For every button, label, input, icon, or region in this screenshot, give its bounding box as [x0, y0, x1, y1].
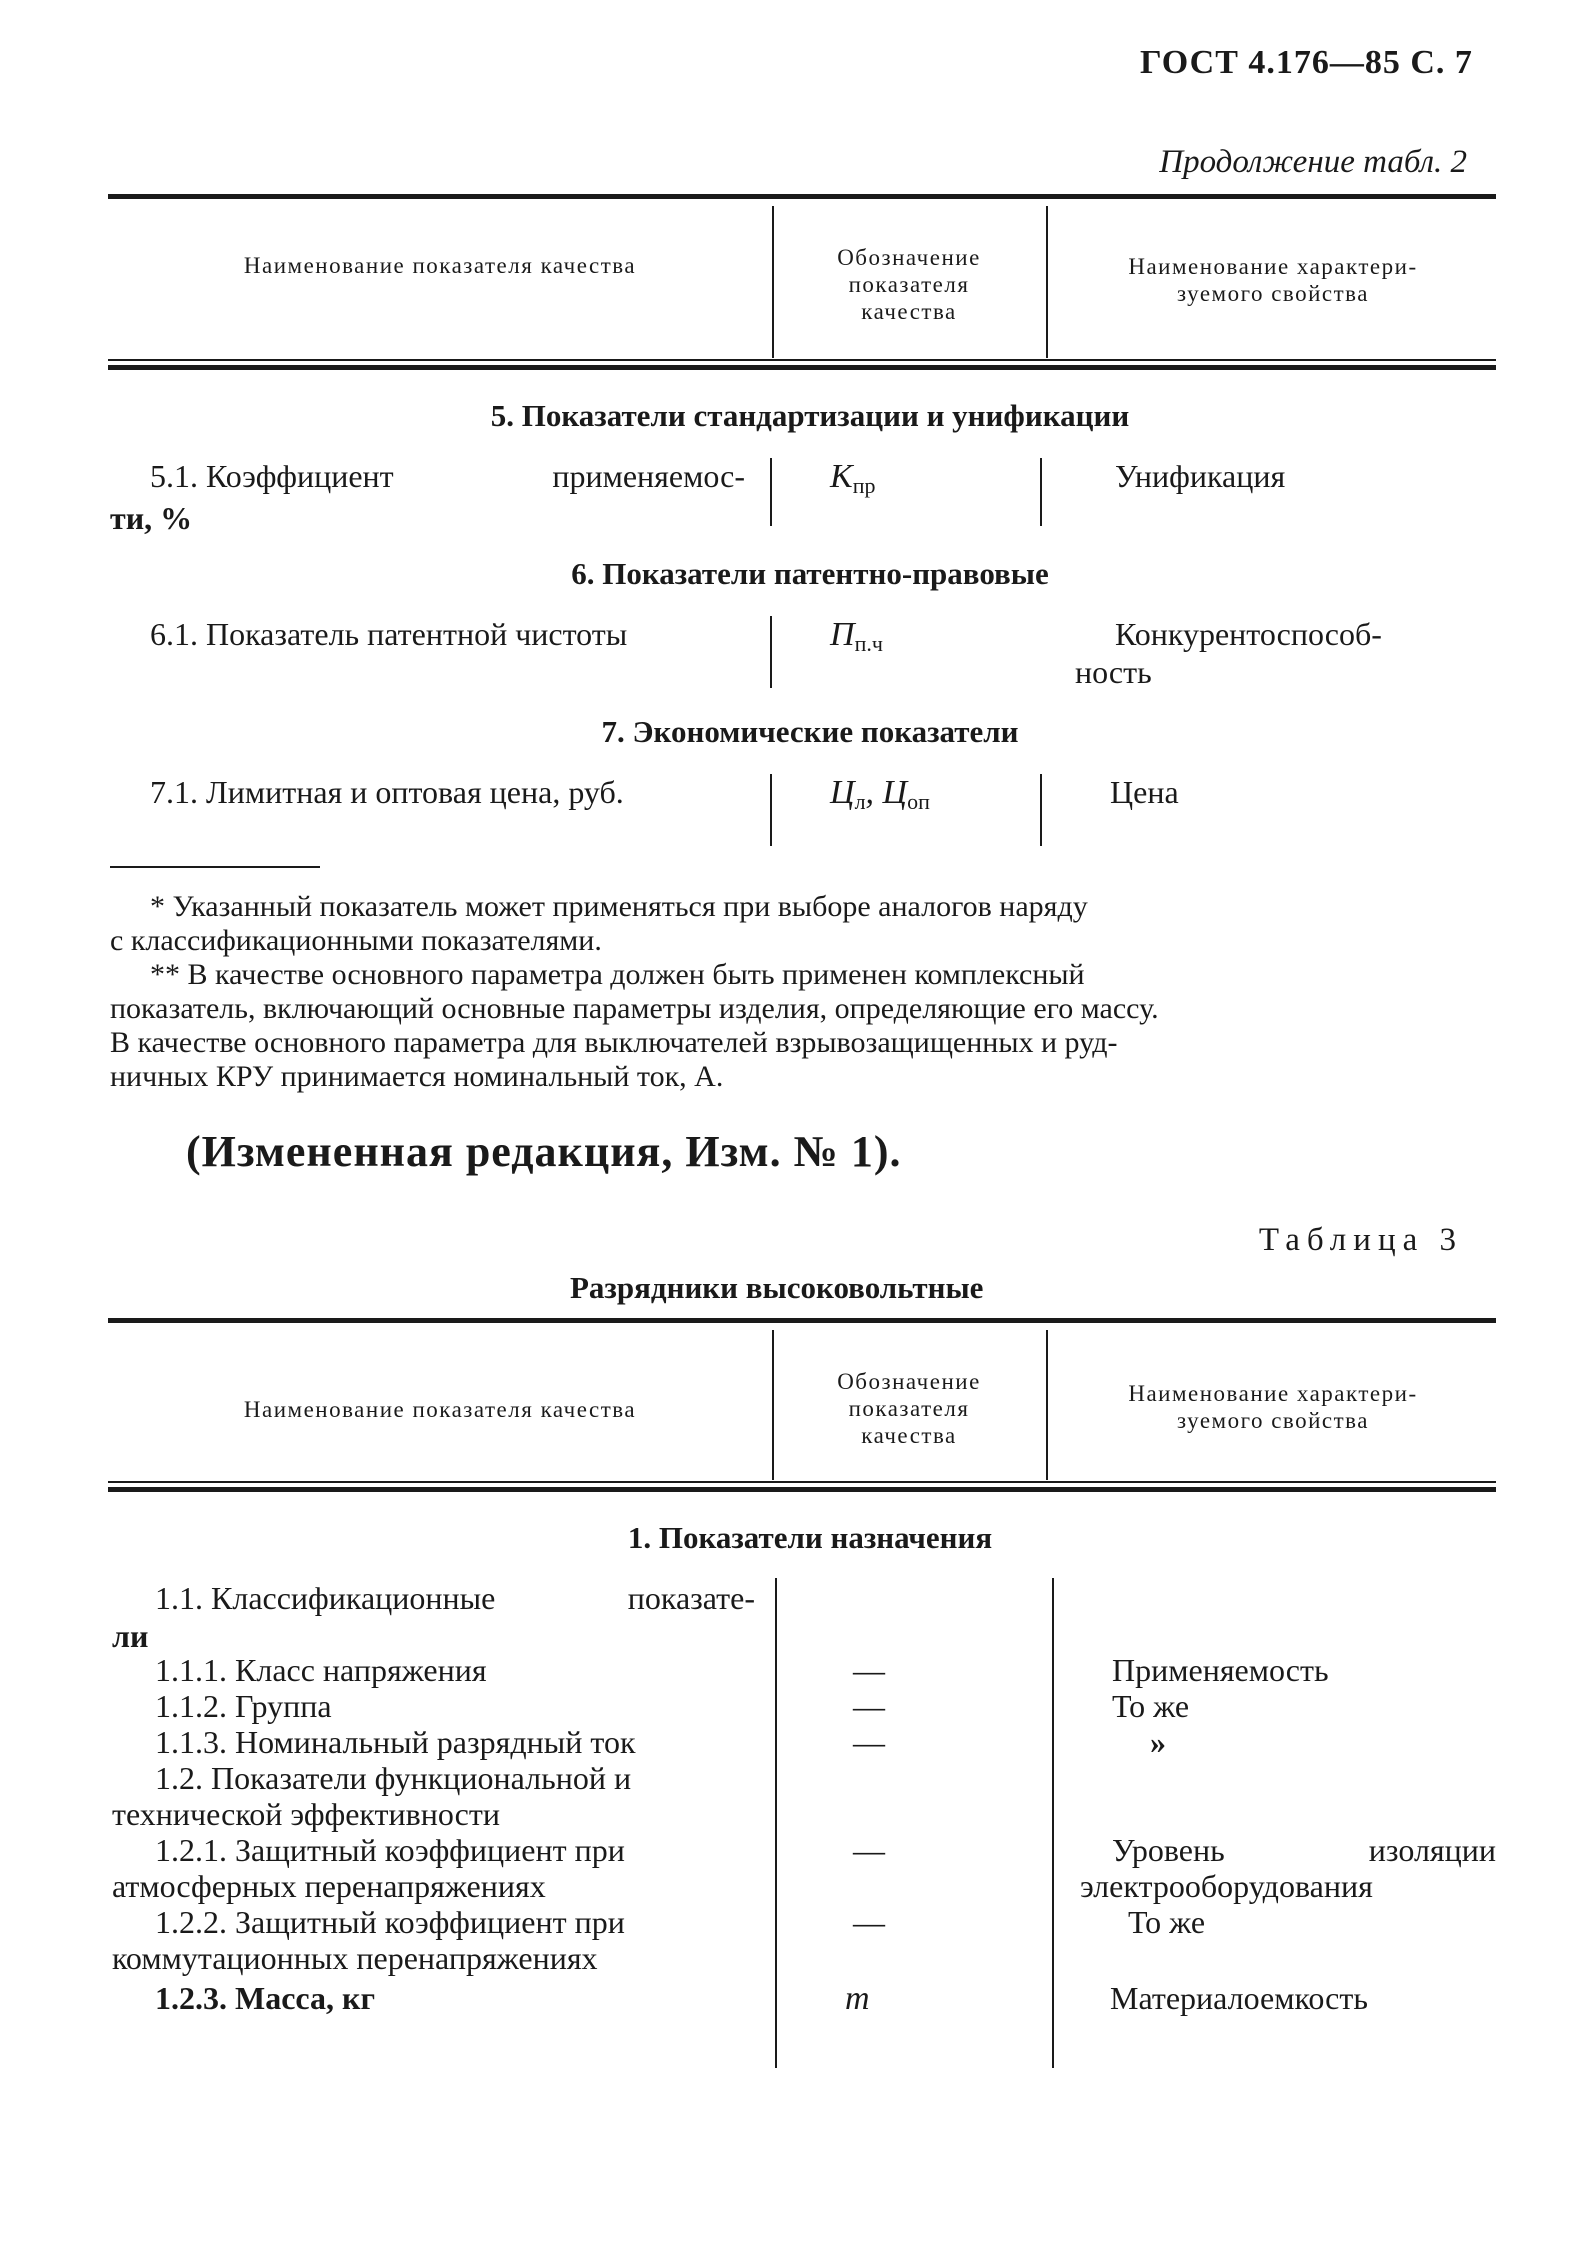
row-5-1-text-b: применяемос-	[552, 458, 745, 494]
column-header-property	[1050, 253, 1496, 307]
row-7-1-symbol-1: Ц	[830, 774, 855, 811]
row-6-1-symbol	[830, 616, 883, 657]
row-1-2-1-property-word1: Уровень	[1112, 1832, 1225, 1868]
row-6-1-property-line1: Конкурентоспособ-	[1115, 616, 1382, 652]
row-1-1-3-symbol: —	[853, 1724, 885, 1760]
footnote-separator	[110, 866, 320, 868]
row-6-1-symbol-sub: п.ч	[854, 631, 883, 656]
row-1-2-2-symbol: —	[853, 1904, 885, 1940]
table3-header-divider-2	[1046, 1330, 1048, 1480]
row-5-1-line2: ти, %	[110, 500, 193, 536]
row-7-1-property: Цена	[1110, 774, 1179, 810]
row-5-1-line1	[150, 458, 745, 495]
row-1-1-text-b: показате-	[627, 1580, 755, 1616]
table3-header-divider-1	[772, 1330, 774, 1480]
row-7-1-symbol-2: Ц	[882, 774, 908, 811]
table3-column-header-designation-line1: Обозначение	[837, 1369, 981, 1394]
table3-column-header-name-text: Наименование показателя качества	[243, 1396, 637, 1422]
row-6-1-property-line2: ность	[1075, 654, 1152, 690]
row-1-2-1-line2: атмосферных перенапряжениях	[112, 1868, 546, 1904]
row-1-2-1-symbol: —	[853, 1832, 885, 1868]
row-6-1-symbol-main: П	[830, 616, 855, 653]
table3-column-header-name	[110, 1384, 770, 1434]
row-1-2-line2: технической эффективности	[112, 1796, 500, 1832]
table3-column-header-property	[1050, 1380, 1496, 1434]
row-7-1-symbol	[830, 774, 930, 815]
continuation-label: Продолжение табл. 2	[1159, 144, 1467, 180]
table3-column-header-designation	[776, 1368, 1042, 1449]
row-1-1-text-a: 1.1. Классификационные	[155, 1580, 496, 1616]
section-heading-5: 5. Показатели стандартизации и унификации	[490, 398, 1130, 433]
row-7-1-symbol-1-sub: л	[854, 789, 866, 814]
table3-section-heading-1: 1. Показатели назначения	[627, 1520, 993, 1555]
row-6-1-name: 6.1. Показатель патентной чистоты	[150, 616, 628, 652]
row-1-2-2-line1: 1.2.2. Защитный коэффициент при	[155, 1904, 625, 1940]
row-1-2-3-property: Материалоемкость	[1110, 1980, 1368, 2016]
footnote-1-line1: * Указанный показатель может применяться при выборе аналогов наряду	[150, 890, 1088, 923]
column-header-property-line1: Наименование характери-	[1128, 254, 1418, 279]
column-header-designation-line1: Обозначение	[837, 245, 981, 270]
row-5-1-symbol-main: K	[830, 458, 853, 495]
row-1-2-1-property-line1	[1112, 1832, 1496, 1869]
row-1-2-3-name: 1.2.3. Масса, кг	[155, 1980, 375, 2016]
row-7-1-name: 7.1. Лимитная и оптовая цена, руб.	[150, 774, 624, 810]
column-header-name	[110, 240, 770, 290]
row-1-2-2-property: То же	[1128, 1904, 1206, 1940]
row-5-1-symbol-sub: пр	[852, 473, 876, 498]
change-note: (Измененная редакция, Изм. № 1).	[186, 1127, 902, 1176]
row-1-2-2-line2: коммутационных перенапряжениях	[112, 1940, 598, 1976]
row-6-1-divider-1	[770, 616, 772, 688]
footnote-2-line3: В качестве основного параметра для выключателей взрывозащищенных и руд-	[110, 1026, 1118, 1059]
row-1-1-1-symbol: —	[853, 1652, 885, 1688]
table2-header-rule-1	[108, 359, 1496, 361]
table3-top-rule	[108, 1318, 1496, 1323]
row-7-1-symbol-2-sub: оп	[907, 789, 930, 814]
row-5-1-symbol	[830, 458, 875, 499]
footnote-2-line1: ** В качестве основного параметра должен быть применен комплексный	[150, 958, 1085, 991]
footnote-2-line2: показатель, включающий основные параметры изделия, определяющие его массу.	[110, 992, 1159, 1025]
gost-page-header: ГОСТ 4.176—85 С. 7	[1140, 44, 1473, 81]
column-header-designation-line3: качества	[861, 299, 957, 324]
row-1-1-3-property: »	[1150, 1724, 1166, 1760]
row-7-1-divider-2	[1040, 774, 1042, 846]
row-1-1-2-symbol: —	[853, 1688, 885, 1724]
section-heading-7: 7. Экономические показатели	[601, 714, 1019, 749]
row-1-1-line2: ли	[112, 1618, 149, 1654]
row-1-1-line1	[155, 1580, 755, 1617]
column-header-designation-line2: показателя	[848, 272, 970, 297]
row-1-1-2-property: То же	[1112, 1688, 1190, 1724]
table3-header-rule-1	[108, 1481, 1496, 1483]
column-header-property-line2: зуемого свойства	[1177, 281, 1369, 306]
table3-body-divider-1	[775, 1578, 777, 2068]
table3-column-header-property-line2: зуемого свойства	[1177, 1408, 1369, 1433]
row-5-1-text-a: 5.1. Коэффициент	[150, 458, 394, 494]
row-7-1-divider-1	[770, 774, 772, 846]
row-1-2-3-symbol: m	[845, 1980, 870, 2017]
row-1-1-1-name: 1.1.1. Класс напряжения	[155, 1652, 487, 1688]
table2-header-divider-2	[1046, 206, 1048, 358]
row-1-1-3-name: 1.1.3. Номинальный разрядный ток	[155, 1724, 636, 1760]
table3-label: Таблица 3	[1258, 1222, 1463, 1258]
row-1-2-1-line1: 1.2.1. Защитный коэффициент при	[155, 1832, 625, 1868]
footnotes-block	[110, 890, 1496, 1094]
row-1-1-2-name: 1.1.2. Группа	[155, 1688, 332, 1724]
footnote-1-line2: с классификационными показателями.	[110, 924, 602, 957]
table3-title: Разрядники высоковольтные	[570, 1270, 984, 1305]
footnote-2-line4: ничных КРУ принимается номинальный ток, А.	[110, 1060, 724, 1093]
row-1-2-1-property-word2: изоляции	[1368, 1832, 1496, 1868]
row-1-2-line1: 1.2. Показатели функциональной и	[155, 1760, 632, 1796]
column-header-designation	[776, 244, 1042, 325]
row-1-1-1-property: Применяемость	[1112, 1652, 1329, 1688]
row-5-1-divider-2	[1040, 458, 1042, 526]
table3-column-header-designation-line3: качества	[861, 1423, 957, 1448]
table3-column-header-property-line1: Наименование характери-	[1128, 1381, 1418, 1406]
row-7-1-symbol-separator: ,	[865, 774, 883, 811]
table3-body-divider-2	[1052, 1578, 1054, 2068]
row-1-2-1-property-line2: электрооборудования	[1080, 1868, 1373, 1904]
table3-header-rule-2	[108, 1487, 1496, 1492]
section-heading-6: 6. Показатели патентно-правовые	[571, 556, 1049, 591]
table2-header-divider-1	[772, 206, 774, 358]
table3-column-header-designation-line2: показателя	[848, 1396, 970, 1421]
row-5-1-property: Унификация	[1115, 458, 1286, 494]
table2-header-rule-2	[108, 365, 1496, 370]
column-header-name-text: Наименование показателя качества	[243, 252, 637, 278]
row-5-1-divider-1	[770, 458, 772, 526]
table2-top-rule	[108, 194, 1496, 199]
